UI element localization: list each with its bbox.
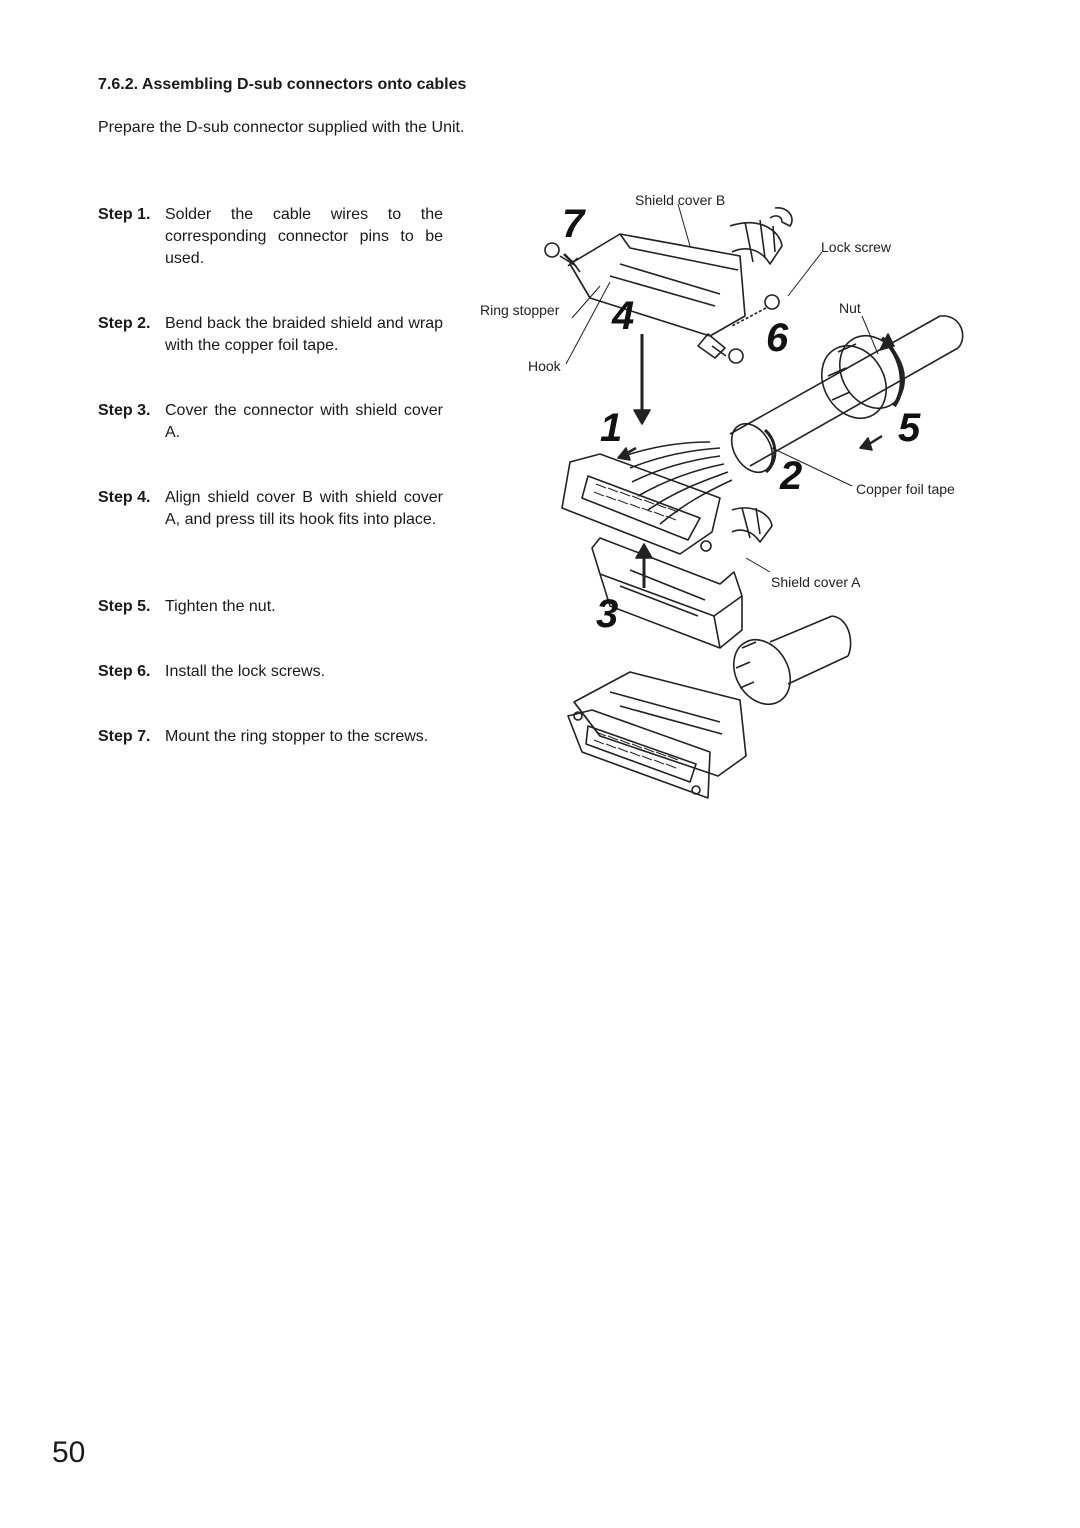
step-text: Tighten the nut. — [165, 598, 276, 615]
assembly-illustration — [470, 186, 980, 826]
step-4 — [98, 487, 443, 531]
dsub-assembly-figure — [470, 186, 980, 826]
step-3 — [98, 400, 443, 444]
shield-cover-a-drawing — [592, 508, 772, 648]
callout-nut: Nut — [839, 300, 861, 316]
step-7 — [98, 726, 443, 748]
step-label: Step 4. — [98, 489, 151, 506]
dsub-connector — [562, 454, 720, 554]
arrow-step-4 — [634, 334, 650, 424]
step-number-6: 6 — [766, 316, 789, 360]
step-text: Install the lock screws. — [165, 663, 326, 680]
step-5 — [98, 596, 443, 618]
step-text: Cover the connector with shield cover A. — [165, 402, 443, 441]
step-text: Align shield cover B with shield cover A, and press till its hook fits into place. — [165, 489, 443, 528]
callout-copper-foil-tape: Copper foil tape — [856, 481, 955, 497]
step-1 — [98, 204, 443, 270]
step-label: Step 2. — [98, 315, 151, 332]
page-number: 50 — [52, 1436, 86, 1469]
step-label: Step 1. — [98, 206, 151, 223]
cable-and-nut — [723, 316, 962, 480]
callout-shield-cover-b: Shield cover B — [635, 192, 726, 208]
step-label: Step 5. — [98, 598, 151, 615]
callout-lock-screw: Lock screw — [821, 239, 892, 255]
step-label: Step 6. — [98, 663, 151, 680]
arrow-step-3 — [636, 544, 652, 588]
leader-lines — [566, 204, 878, 572]
step-text: Mount the ring stopper to the screws. — [165, 728, 429, 745]
step-label: Step 3. — [98, 402, 151, 419]
callout-shield-cover-a: Shield cover A — [771, 574, 861, 590]
step-number-3: 3 — [596, 592, 619, 636]
step-text: Bend back the braided shield and wrap with the copper foil tape. — [165, 315, 443, 354]
shield-cover-b-drawing — [570, 208, 792, 358]
callout-ring-stopper: Ring stopper — [480, 302, 560, 318]
step-2 — [98, 313, 443, 357]
arrow-step-5 — [860, 436, 882, 450]
step-number-1: 1 — [600, 406, 623, 450]
step-6 — [98, 661, 443, 683]
ring-stopper-top — [545, 243, 580, 272]
step-label: Step 7. — [98, 728, 151, 745]
step-number-5: 5 — [898, 406, 921, 450]
step-number-2: 2 — [780, 454, 803, 498]
callout-hook: Hook — [528, 358, 561, 374]
step-text: Solder the cable wires to the corresponding connector pins to be used. — [165, 206, 443, 267]
section-heading: 7.6.2. Assembling D-sub connectors onto cables — [98, 76, 467, 93]
intro-text: Prepare the D-sub connector supplied with the Unit. — [98, 119, 465, 136]
step-number-4: 4 — [612, 294, 635, 338]
step-number-7: 7 — [562, 202, 585, 246]
ring-stopper-lower — [712, 346, 743, 363]
